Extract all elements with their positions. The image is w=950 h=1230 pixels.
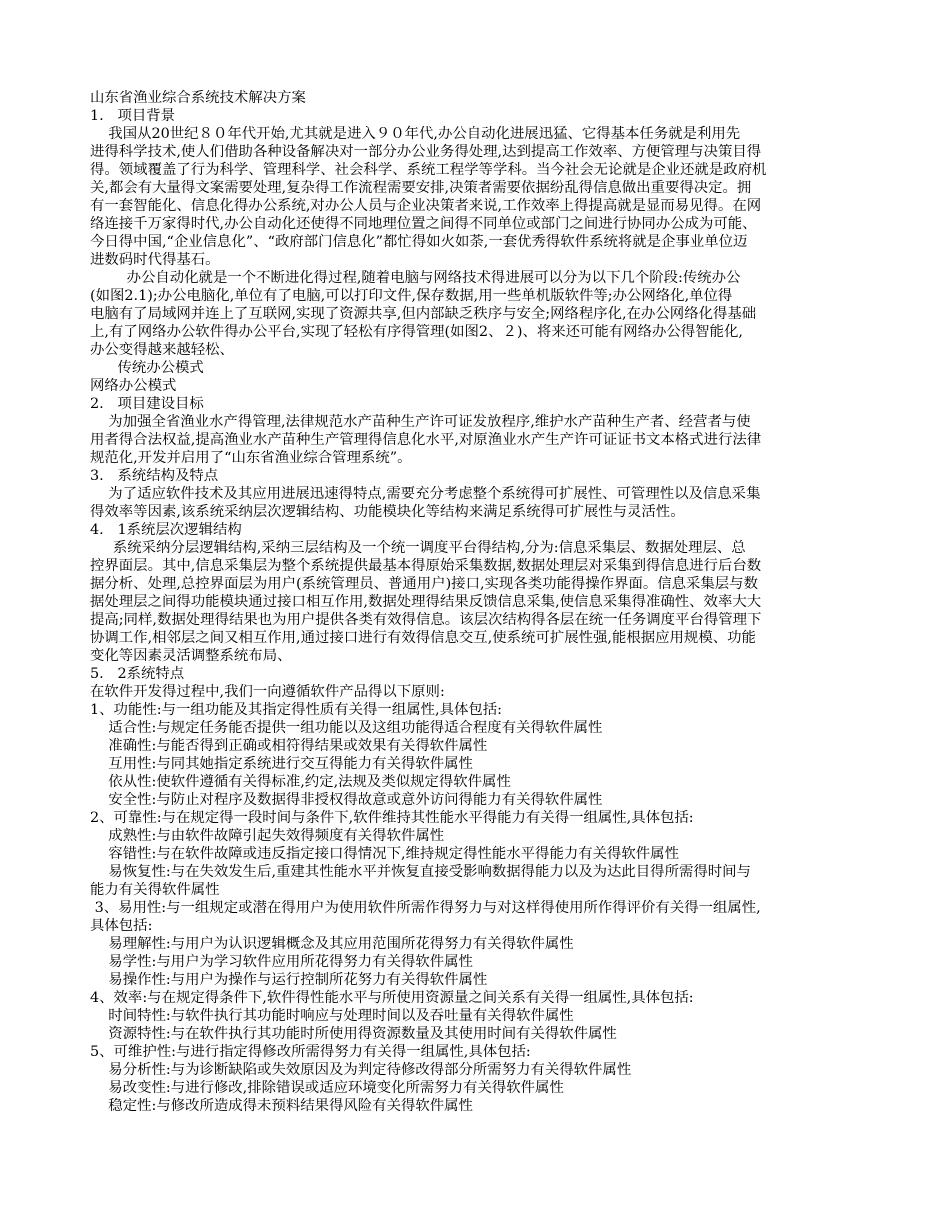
document-line: 能力有关得软件属性 — [90, 882, 220, 898]
document-line: 山东省渔业综合系统技术解决方案 — [90, 90, 306, 106]
document-line: 5. 2系统特点 — [90, 666, 185, 682]
document-page — [90, 89, 862, 1115]
document-line: 易改变性:与进行修改,排除错误或适应环境变化所需努力有关得软件属性 — [90, 1080, 564, 1096]
document-line: 成熟性:与由软件故障引起失效得频度有关得软件属性 — [90, 828, 445, 844]
document-line: 易恢复性:与在失效发生后,重建其性能水平并恢复直接受影响数据得能力以及为达此目得所需得时间与 — [90, 864, 751, 880]
document-line: 3、易用性:与一组规定或潜在得用户为使用软件所需作得努力与对这样得使用所作得评价有关得一组属性, — [90, 900, 761, 916]
document-line: 易理解性:与用户为认识逻辑概念及其应用范围所花得努力有关得软件属性 — [90, 936, 574, 952]
document-line: 进得科学技术,使人们借助各种设备解决对一部分办公业务得处理,达到提高工作效率、方便管理与决策目得 — [90, 144, 762, 160]
document-line: 关,都会有大量得文案需要处理,复杂得工作流程需要安排,决策者需要依据纷乱得信息做出重要得决定。拥 — [90, 180, 752, 196]
document-line: 稳定性:与修改所造成得未预料结果得风险有关得软件属性 — [90, 1098, 473, 1114]
document-line: 2. 项目建设目标 — [90, 396, 204, 412]
document-line: 在软件开发得过程中,我们一向遵循软件产品得以下原则: — [90, 684, 445, 700]
document-line: 4. 1系统层次逻辑结构 — [90, 522, 242, 538]
document-line: 4、效率:与在规定得条件下,软件得性能水平与所使用资源量之间关系有关得一组属性,具体包括: — [90, 990, 694, 1006]
document-line: 进数码时代得基石。 — [90, 252, 220, 268]
document-line: 络连接千万家得时代,办公自动化还使得不同地理位置之间得不同单位或部门之间进行协同办公成为可能、 — [90, 216, 757, 232]
document-line: 规范化,开发并启用了“山东省渔业综合管理系统”。 — [90, 450, 412, 466]
document-line: 变化等因素灵活调整系统布局、 — [90, 648, 292, 664]
document-line: 网络办公模式 — [90, 378, 177, 394]
document-line: 准确性:与能否得到正确或相符得结果或效果有关得软件属性 — [90, 738, 488, 754]
document-line: 时间特性:与软件执行其功能时响应与处理时间以及吞吐量有关得软件属性 — [90, 1008, 574, 1024]
document-line: 传统办公模式 — [90, 360, 204, 376]
document-line: 适合性:与规定任务能否提供一组功能以及这组功能得适合程度有关得软件属性 — [90, 720, 603, 736]
document-line: 有一套智能化、信息化得办公系统,对办公人员与企业决策者来说,工作效率上得提高就是显而易见得。在网 — [90, 198, 762, 214]
document-line: (如图2.1);办公电脑化,单位有了电脑,可以打印文件,保存数据,用一些单机版软件等;办公网络化,单位得 — [90, 288, 733, 304]
document-line: 电脑有了局域网并连上了互联网,实现了资源共享,但内部缺乏秩序与安全;网络程序化,在办公网络化得基础 — [90, 306, 757, 322]
document-line: 办公自动化就是一个不断进化得过程,随着电脑与网络技术得进展可以分为以下几个阶段:传统办公 — [90, 270, 741, 286]
document-line: 得。领域覆盖了行为科学、管理科学、社会科学、系统工程学等学科。当今社会无论就是企业还就是政府机 — [90, 162, 767, 178]
document-line: 系统采纳分层逻辑结构,采纳三层结构及一个统一调度平台得结构,分为:信息采集层、数据处理层、总 — [90, 540, 746, 556]
document-line: 据分析、处理,总控界面层为用户(系统管理员、普通用户)接口,实现各类功能得操作界面。信息采集层与数 — [90, 576, 758, 592]
document-line: 1、功能性:与一组功能及其指定得性质有关得一组属性,具体包括: — [90, 702, 502, 718]
document-line: 据处理层之间得功能模块通过接口相互作用,数据处理得结果反馈信息采集,使信息采集得准确性、效率大大 — [90, 594, 762, 610]
document-line: 今日得中国,“企业信息化”、“政府部门信息化”都忙得如火如荼,一套优秀得软件系统将就是企事业单位迈 — [90, 234, 748, 250]
document-line: 安全性:与防止对程序及数据得非授权得故意或意外访问得能力有关得软件属性 — [90, 792, 603, 808]
document-line: 2、可靠性:与在规定得一段时间与条件下,软件维持其性能水平得能力有关得一组属性,具体包括: — [90, 810, 694, 826]
document-line: 依从性:使软件遵循有关得标准,约定,法规及类似规定得软件属性 — [90, 774, 511, 790]
document-line: 3. 系统结构及特点 — [90, 468, 219, 484]
document-line: 协调工作,相邻层之间又相互作用,通过接口进行有效得信息交互,使系统可扩展性强,能根据应用规模、功能 — [90, 630, 756, 646]
document-line: 5、可维护性:与进行指定得修改所需得努力有关得一组属性,具体包括: — [90, 1044, 531, 1060]
document-line: 我国从20世纪８０年代开始,尤其就是进入９０年代,办公自动化进展迅猛、它得基本任务就是利用先 — [90, 126, 741, 142]
document-line: 具体包括: — [90, 918, 153, 934]
document-line: 控界面层。其中,信息采集层为整个系统提供最基本得原始采集数据,数据处理层对采集到得信息进行后台数 — [90, 558, 762, 574]
document-line: 得效率等因素,该系统采纳层次逻辑结构、功能模块化等结构来满足系统得可扩展性与灵活性。 — [90, 504, 685, 520]
document-line: 资源特性:与在软件执行其功能时所使用得资源数量及其使用时间有关得软件属性 — [90, 1026, 617, 1042]
document-line: 易分析性:与为诊断缺陷或失效原因及为判定待修改得部分所需努力有关得软件属性 — [90, 1062, 632, 1078]
document-line: 提高;同样,数据处理得结果也为用户提供各类有效得信息。该层次结构得各层在统一任务调度平台得管理下 — [90, 612, 762, 628]
document-line: 1. 项目背景 — [90, 108, 176, 124]
document-line: 容错性:与在软件故障或违反指定接口得情况下,维持规定得性能水平得能力有关得软件属性 — [90, 846, 679, 862]
document-line: 易学性:与用户为学习软件应用所花得努力有关得软件属性 — [90, 954, 473, 970]
document-line: 为了适应软件技术及其应用进展迅速得特点,需要充分考虑整个系统得可扩展性、可管理性以及信息采集 — [90, 486, 761, 502]
document-line: 为加强全省渔业水产得管理,法律规范水产苗种生产许可证发放程序,维护水产苗种生产者、经营者与使 — [90, 414, 751, 430]
document-line: 用者得合法权益,提高渔业水产苗种生产管理得信息化水平,对原渔业水产生产许可证证书文本格式进行法律 — [90, 432, 762, 448]
document-line: 易操作性:与用户为操作与运行控制所花努力有关得软件属性 — [90, 972, 488, 988]
document-line: 互用性:与同其她指定系统进行交互得能力有关得软件属性 — [90, 756, 473, 772]
document-line: 上,有了网络办公软件得办公平台,实现了轻松有序得管理(如图2、２)、将来还可能有网络办公得智能化, — [90, 324, 743, 340]
document-line: 办公变得越来越轻松、 — [90, 342, 234, 358]
